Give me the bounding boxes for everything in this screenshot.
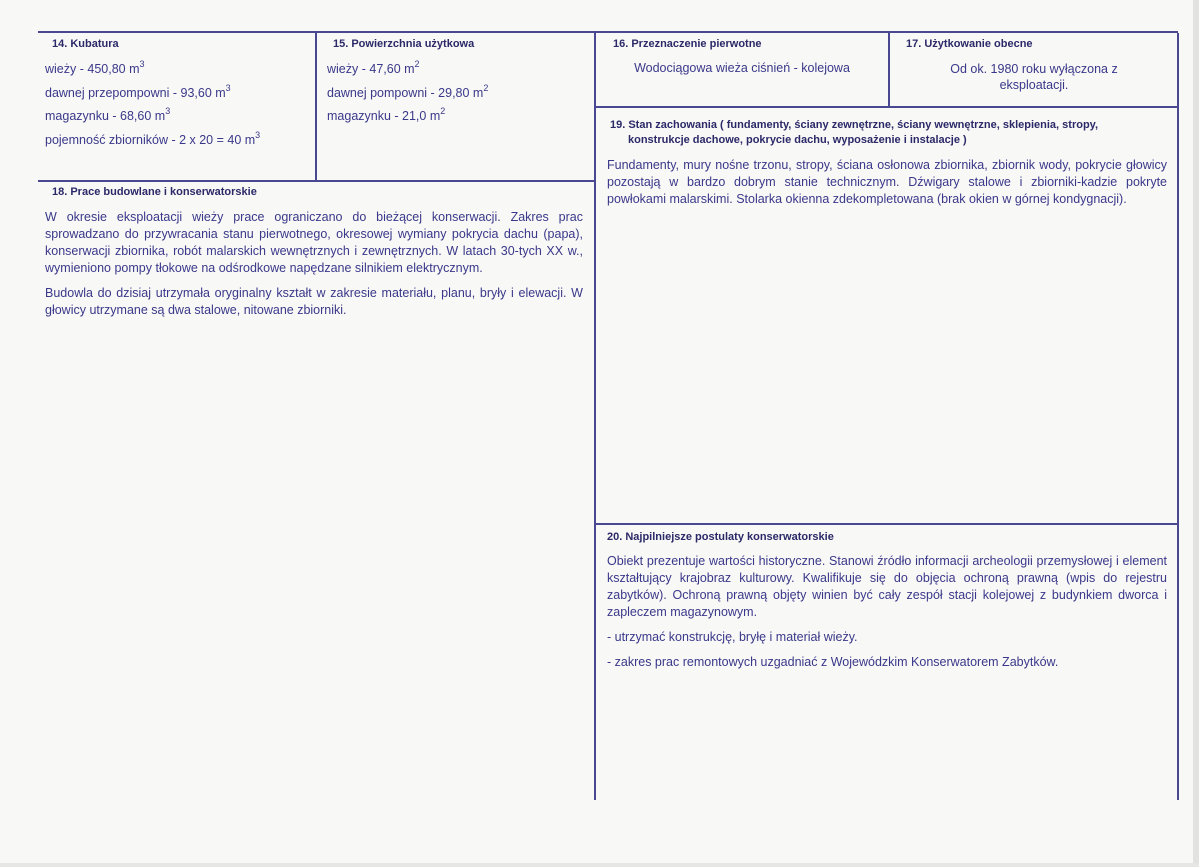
powierzchnia-line: dawnej pompowni - 29,80 $m^2$ <box>327 82 489 100</box>
section-14-title: 14. Kubatura <box>52 38 119 50</box>
section-17-line: eksploatacji. <box>999 78 1069 92</box>
section-20-paragraph: - zakres prac remontowych uzgadniać z Wojewódzkim Konserwatorem Zabytków. <box>607 655 1059 669</box>
section-20-paragraph: Obiekt prezentuje wartości historyczne. Stanowi źródło informacji archeologii przemysłowej i element kształtujący krajobraz kulturowy. Kwalifikuje się do objęcia ochroną prawną (wpis do rejestru zabytków). Ochroną prawną objęty winien być cały zespół stacji kolejowej z budynkiem dworca i zapleczem magazynowym. <box>607 554 1167 619</box>
kubatura-line: dawnej przepompowni - 93,60 $m^3$ <box>45 82 231 100</box>
section-17-line: Od ok. 1980 roku wyłączona z <box>950 62 1118 76</box>
section-20-title: 20. Najpilniejsze postulaty konserwatorskie <box>607 531 834 543</box>
divider-under-16-17 <box>596 106 1178 108</box>
divider-left-right <box>594 33 596 800</box>
kubatura-line: pojemność zbiorników - 2 x 20 = 40 $m^3$ <box>45 129 261 147</box>
section-16-text: Wodociągowa wieża ciśnień - kolejowa <box>634 61 850 75</box>
section-19-title <box>610 118 1170 148</box>
section-16-title: 16. Przeznaczenie pierwotne <box>613 38 762 50</box>
kubatura-line: magazynku - 68,60 $m^3$ <box>45 106 171 123</box>
powierzchnia-line: wieży - 47,60 $m^2$ <box>327 59 420 76</box>
section-19-title-line: 19. Stan zachowania ( fundamenty, ściany zewnętrzne, ściany wewnętrzne, sklepienia, stropy, <box>610 119 1099 131</box>
card-edge-bottom <box>0 863 1199 867</box>
section-15-body <box>327 58 592 129</box>
section-19-paragraph: Fundamenty, mury nośne trzonu, stropy, ściana osłonowa zbiornika, zbiornik wody, pokrycie głowicy pozostają w bardzo dobrym stanie technicznym. Dźwigary stalowe i zbiorniki-kadzie pokryte powłokami malarskimi. Stolarka okienna zdekompletowana (brak okien w górnej kondygnacji). <box>607 158 1167 206</box>
right-border-line <box>1177 33 1179 800</box>
section-20-paragraph: - utrzymać konstrukcję, bryłę i materiał wieży. <box>607 630 858 644</box>
section-18-paragraph: W okresie eksploatacji wieży prace ograniczano do bieżącej konserwacji. Zakres prac sprowadzano do przywracania stanu pierwotnego, okresowej wymiany pokrycia dachu (papa), konserwacji zbiornika, robót malarskich wewnętrznych i zewnętrznych. W latach 30-tych XX w., wymieniono pompy tłokowe na odśrodkowe napędzane silnikiem elektrycznym. <box>45 210 583 275</box>
section-17-text <box>892 61 1176 93</box>
divider-16-17 <box>888 33 890 107</box>
top-border-line <box>38 31 1178 33</box>
section-19-title-line: konstrukcje dachowe, pokrycie dachu, wyposażenie i instalacje ) <box>628 134 967 146</box>
section-19-body <box>607 157 1167 208</box>
section-17-title: 17. Użytkowanie obecne <box>906 38 1033 50</box>
divider-under-19 <box>596 523 1178 525</box>
section-20-body <box>607 553 1167 671</box>
divider-under-14-15 <box>38 180 595 182</box>
section-18-paragraph: Budowla do dzisiaj utrzymała oryginalny kształt w zakresie materiału, planu, bryły i elewacji. W głowicy utrzymane są dwa stalowe, nitowane zbiorniki. <box>45 286 583 317</box>
kubatura-line: wieży - 450,80 $m^3$ <box>45 59 145 76</box>
card-edge-right <box>1193 0 1199 867</box>
powierzchnia-line: magazynku - 21,0 $m^2$ <box>327 106 446 123</box>
divider-14-15 <box>315 33 317 181</box>
section-15-title: 15. Powierzchnia użytkowa <box>333 38 475 50</box>
section-18-body <box>45 209 583 319</box>
section-18-title: 18. Prace budowlane i konserwatorskie <box>52 186 257 198</box>
section-14-body <box>45 58 313 152</box>
